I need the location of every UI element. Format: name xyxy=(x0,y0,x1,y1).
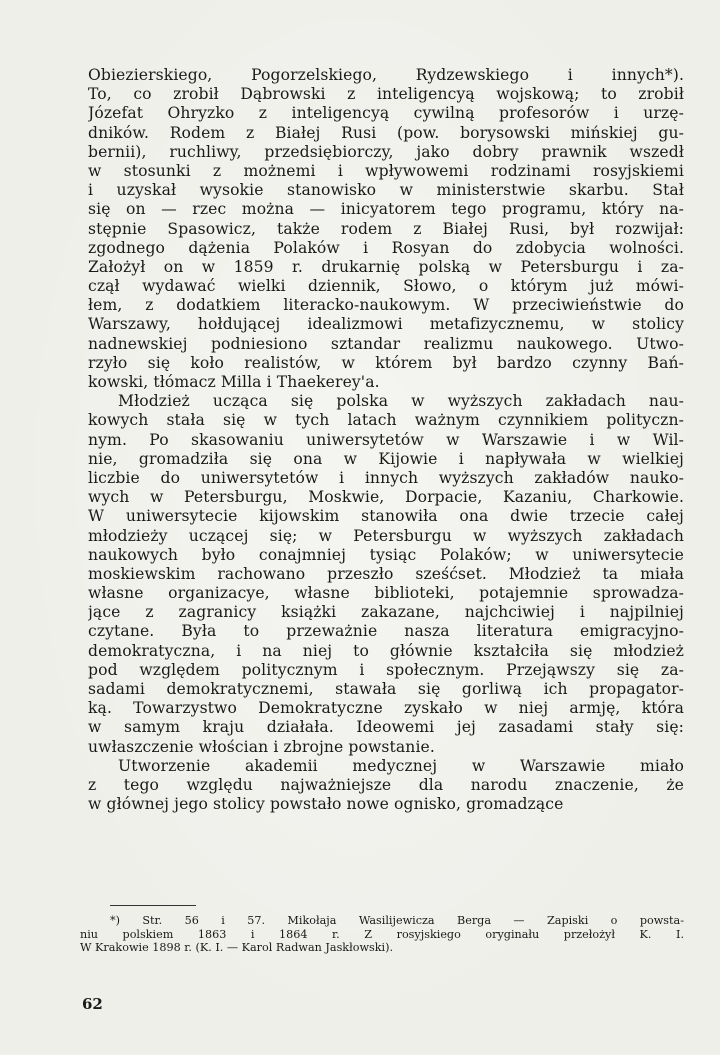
body-line: To, co zrobił Dąbrowski z inteligencyą wojskową; to zrobił xyxy=(88,85,684,104)
body-line: stępnie Spasowicz, także rodem z Białej Rusi, był rozwijał: xyxy=(88,219,684,238)
body-line: kowski, tłómacz Milla i Thaekerey'a. xyxy=(88,373,380,391)
body-line: kowych stała się w tych latach ważnym czynnikiem polityczn- xyxy=(88,411,684,430)
body-line: naukowych było conajmniej tysiąc Polaków; w uniwersytecie xyxy=(88,545,684,564)
footnote xyxy=(80,914,684,955)
body-line: się on — rzec można — inicyatorem tego programu, który na- xyxy=(88,200,684,219)
body-line: w samym kraju działała. Ideowemi jej zasadami stały się: xyxy=(88,718,684,737)
body-line: ką. Towarzystwo Demokratyczne zyskało w niej armję, która xyxy=(88,699,684,718)
body-line: zgodnego dążenia Polaków i Rosyan do zdobycia wolności. xyxy=(88,238,684,257)
body-line: czytane. Była to przeważnie nasza literatura emigracyjno- xyxy=(88,622,684,641)
body-line: młodzieży uczącej się; w Petersburgu w wyższych zakładach xyxy=(88,526,684,545)
body-line: nie, gromadziła się ona w Kijowie i napływała w wielkiej xyxy=(88,449,684,468)
body-line: w stosunki z możnemi i wpływowemi rodzinami rosyjskiemi xyxy=(88,161,684,180)
body-line: uwłaszczenie włościan i zbrojne powstanie. xyxy=(88,737,435,756)
body-text xyxy=(88,66,684,814)
body-line: Warszawy, hołdującej idealizmowi metafizycznemu, w stolicy xyxy=(88,315,684,334)
body-line: liczbie do uniwersytetów i innych wyższych zakładów nauko- xyxy=(88,468,684,487)
body-line: z tego względu najważniejsze dla narodu znaczenie, że xyxy=(88,775,684,794)
footnote-line: niu polskiem 1863 i 1864 r. Z rosyjskiego oryginału przełożył K. I. xyxy=(80,927,684,941)
body-line: nadnewskiej podniesiono sztandar realizmu naukowego. Utwo- xyxy=(88,334,684,353)
footnote-rule xyxy=(110,905,196,906)
body-line: Utworzenie akademii medycznej w Warszawie miało xyxy=(118,756,684,775)
body-line: i uzyskał wysokie stanowisko w ministerstwie skarbu. Stał xyxy=(88,181,684,200)
body-line: wych w Petersburgu, Moskwie, Dorpacie, Kazaniu, Charkowie. xyxy=(88,488,684,507)
body-line: nym. Po skasowaniu uniwersytetów w Warszawie i w Wil- xyxy=(88,430,684,449)
body-line: dników. Rodem z Białej Rusi (pow. borysowski mińskiej gu- xyxy=(88,123,684,142)
body-line: W uniwersytecie kijowskim stanowiła ona dwie trzecie całej xyxy=(88,507,684,526)
footnote-line: W Krakowie 1898 r. (K. I. — Karol Radwan Jaskłowski). xyxy=(80,941,394,954)
body-line: jące z zagranicy książki zakazane, najchciwiej i najpilniej xyxy=(88,603,684,622)
body-line: Józefat Ohryzko z inteligencyą cywilną profesorów i urzę- xyxy=(88,104,684,123)
body-line: Obiezierskiego, Pogorzelskiego, Rydzewskiego i innych*). xyxy=(88,66,684,84)
body-line: demokratyczna, i na niej to głównie kształciła się młodzież xyxy=(88,641,684,660)
body-line: Założył on w 1859 r. drukarnię polską w Petersburgu i za- xyxy=(88,257,684,276)
body-line: własne organizacye, własne biblioteki, potajemnie sprowadza- xyxy=(88,584,684,603)
body-line: bernii), ruchliwy, przedsiębiorczy, jako dobry prawnik wszedł xyxy=(88,142,684,161)
page-number: 62 xyxy=(82,995,103,1013)
body-line: łem, z dodatkiem literacko-naukowym. W przeciwieństwie do xyxy=(88,296,684,315)
body-line: w głównej jego stolicy powstało nowe ognisko, gromadzące xyxy=(88,795,564,814)
body-line: pod względem politycznym i społecznym. Przejąwszy się za- xyxy=(88,660,684,679)
body-line: czął wydawać wielki dziennik, Słowo, o którym już mówi- xyxy=(88,277,684,296)
body-line: Młodzież ucząca się polska w wyższych zakładach nau- xyxy=(118,392,684,411)
body-line: sadami demokratycznemi, stawała się gorliwą ich propagator- xyxy=(88,680,684,698)
body-line: rzyło się koło realistów, w którem był bardzo czynny Bań- xyxy=(88,353,684,372)
footnote-line: *) Str. 56 i 57. Mikołaja Wasilijewicza Berga — Zapiski o powsta- xyxy=(110,914,684,927)
body-line: moskiewskim rachowano przeszło sześćset. Młodzież ta miała xyxy=(88,564,684,583)
